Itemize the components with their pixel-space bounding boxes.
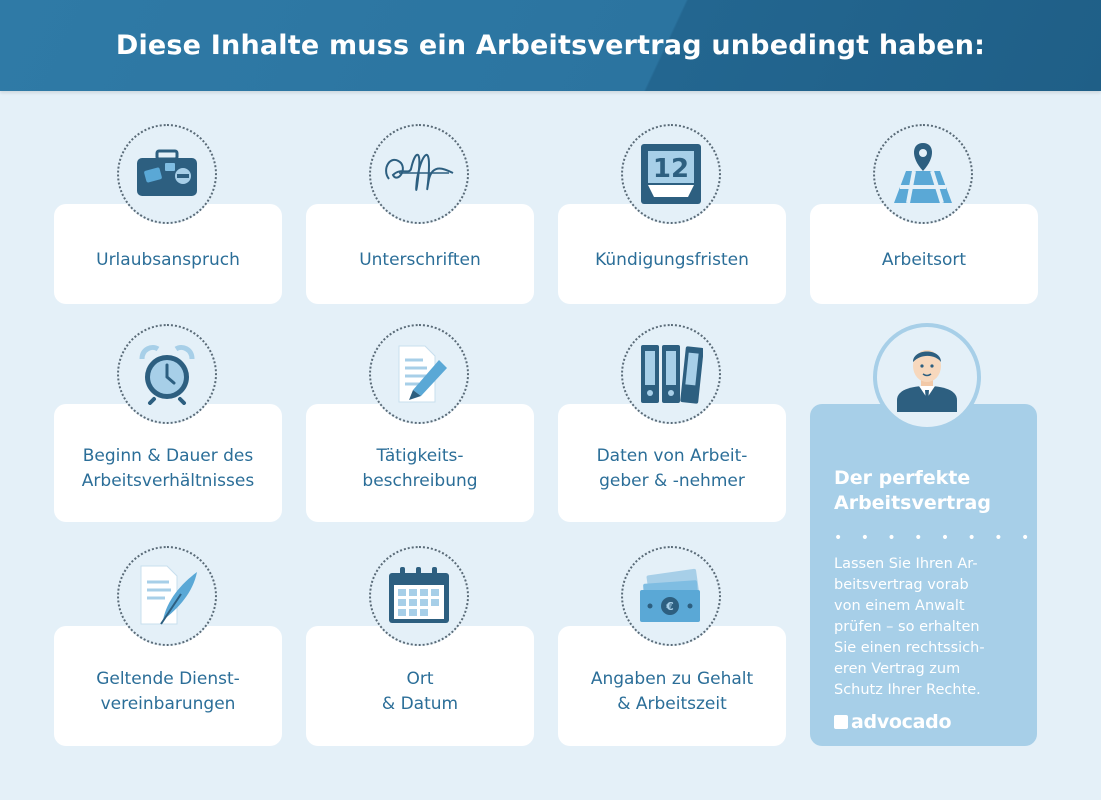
bubble-calendar (369, 546, 469, 646)
card-label: Geltende Dienst- vereinbarungen (96, 669, 240, 714)
card-label: Urlaubsanspruch (96, 249, 240, 270)
suitcase-icon (135, 149, 199, 199)
special-text: Lassen Sie Ihren Ar- beitsvertrag vorab von einem Anwalt prüfen – so erhalten Sie einen rechtssich- eren Vertrag zum Schutz Ihrer Rechte. (834, 556, 985, 698)
bubble-calendar12 (621, 124, 721, 224)
card-label: Tätigkeits- beschreibung (362, 446, 478, 491)
svg-text:12: 12 (652, 154, 690, 184)
card-label: Kündigungsfristen (595, 249, 749, 270)
bubble-signature (369, 124, 469, 224)
svg-text:€: € (666, 600, 674, 613)
special-title: Der perfekte Arbeitsvertrag (834, 467, 991, 514)
bubble-doc-pen (369, 324, 469, 424)
header-banner (0, 0, 1101, 91)
calendar-icon (388, 567, 450, 625)
card-label: Daten von Arbeit- geber & -nehmer (596, 446, 748, 491)
binders-icon (639, 343, 703, 405)
document-pen-icon (387, 342, 451, 406)
bubble-binders (621, 324, 721, 424)
card-label: Beginn & Dauer des Arbeitsverhältnisses (81, 446, 255, 491)
document-feather-icon (135, 564, 199, 628)
bubble-map (873, 124, 973, 224)
dots-divider: • • • • • • • • (834, 530, 1037, 546)
page-title: Diese Inhalte muss ein Arbeitsvertrag unbedingt haben: (115, 30, 986, 61)
bubble-money (621, 546, 721, 646)
avatar-bubble (873, 323, 981, 431)
card-label: Unterschriften (359, 249, 481, 270)
advocado-logo: advocado (834, 711, 951, 733)
special-card (810, 404, 1037, 746)
bubble-suitcase (117, 124, 217, 224)
card-label: Angaben zu Gehalt & Arbeitszeit (590, 669, 754, 714)
card-label: Ort & Datum (381, 669, 459, 714)
lawyer-avatar-icon (893, 342, 961, 412)
card-label: Arbeitsort (881, 249, 967, 270)
signature-icon (379, 139, 459, 209)
bubble-doc-feather (117, 546, 217, 646)
map-pin-icon (890, 141, 956, 207)
alarm-clock-icon (136, 343, 198, 405)
bubble-clock (117, 324, 217, 424)
calendar-12-icon (640, 143, 702, 205)
money-icon (638, 568, 704, 624)
